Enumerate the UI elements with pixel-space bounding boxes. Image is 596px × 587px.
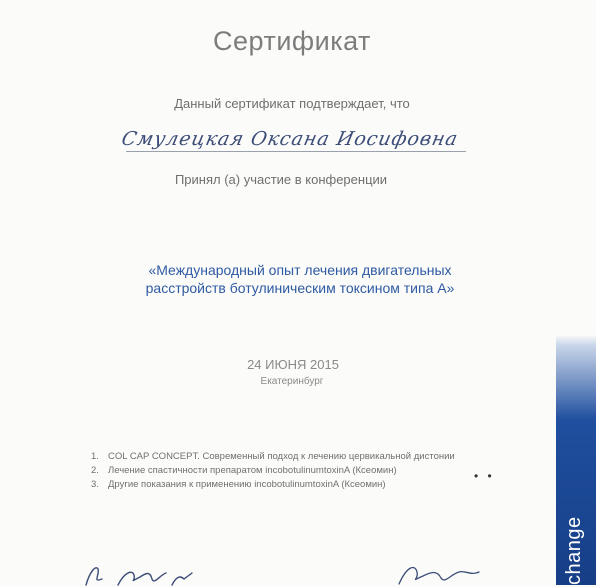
conference-title — [40, 261, 560, 297]
certificate-title: Сертификат — [213, 26, 371, 56]
participation-text: Принял (а) участие в конференции — [174, 172, 388, 187]
conference-date: 24 ИЮНЯ 2015 — [247, 357, 339, 372]
signature-left — [80, 557, 210, 587]
program-item — [91, 478, 455, 492]
program-item-number: 1. — [91, 451, 99, 462]
program-item-text: COL CAP CONCEPT. Современный подход к лечению цервикальной дистонии — [108, 451, 455, 462]
program-item-text: Другие показания к применению incobotulinumtoxinA (Ксеомин) — [108, 479, 386, 490]
program-item — [91, 464, 455, 478]
conference-city: Екатеринбург — [260, 376, 324, 387]
name-underline — [126, 151, 466, 152]
program-list — [91, 450, 455, 492]
side-stripe-text: change — [563, 516, 585, 585]
signature-right — [395, 558, 485, 586]
program-item-number: 2. — [91, 465, 99, 476]
program-item-text: Лечение спастичности препаратом incobotulinumtoxinA (Ксеомин) — [108, 465, 397, 476]
program-item — [91, 450, 455, 464]
ink-dots: • • — [474, 469, 495, 483]
program-item-number: 3. — [91, 479, 99, 490]
side-stripe — [556, 0, 596, 585]
conference-title-line-2: расстройств ботулиническим токсином типа А» — [145, 280, 455, 296]
conference-title-line-1: «Международный опыт лечения двигательных — [148, 262, 452, 278]
recipient-name: Смулецкая Оксана Иосифовна — [119, 128, 461, 150]
confirm-text: Данный сертификат подтверждает, что — [174, 96, 410, 111]
